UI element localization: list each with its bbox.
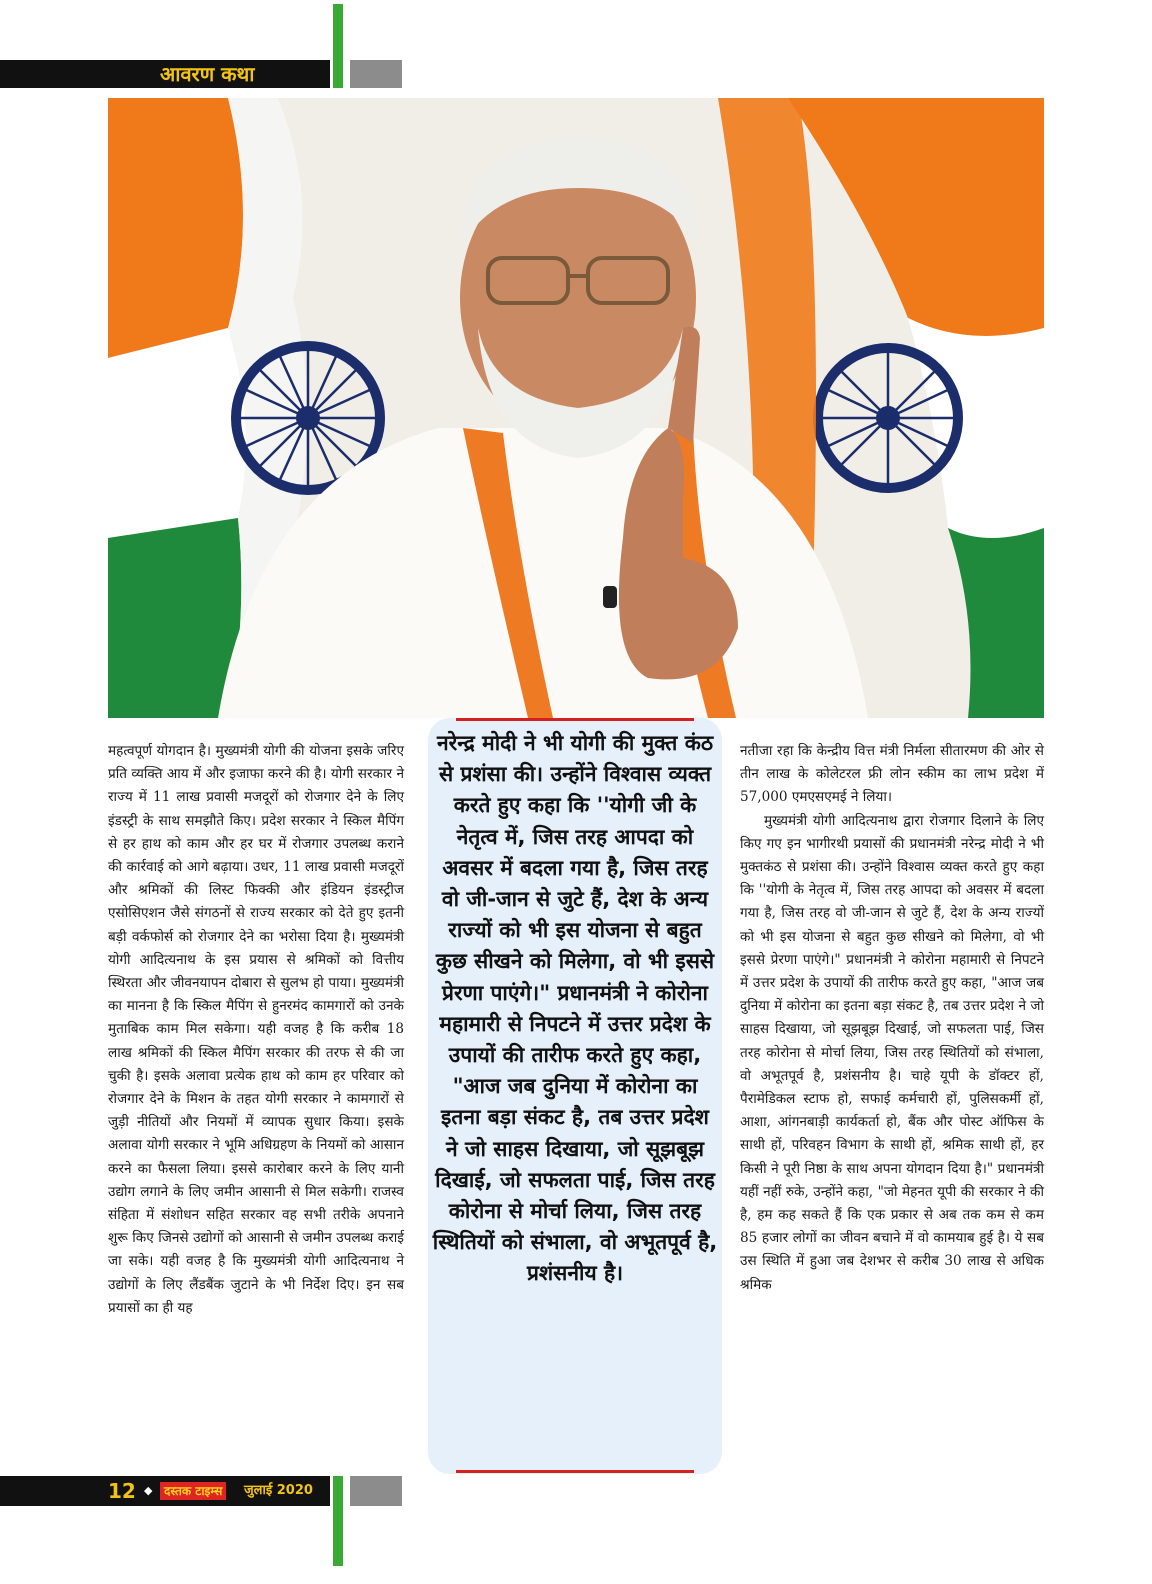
cover-photo [108,98,1044,718]
photo-illustration [108,98,1044,718]
footer-separator: ◆ [144,1484,153,1497]
issue-month: जुलाई 2020 [244,1483,313,1498]
left-column [108,740,404,1320]
section-title: आवरण कथा [160,62,255,86]
pull-quote-bottom-rule [456,1470,694,1473]
footer-green-accent [333,1476,343,1566]
pull-quote-text: नरेन्द्र मोदी ने भी योगी की मुक्त कंठ से प्रशंसा की। उन्होंने विश्वास व्यक्त करते हुए कहा कि ''योगी जी के नेतृत्व में, जिस तरह आपदा को अवसर में बदला गया है, जिस तरह वो जी-जान से जुटे हैं, देश के अन्य राज्यों को भी इस योजना से बहुत कुछ सीखने को मिलेगा, वो भी इससे प्रेरणा पाएंगे।" प्रधानमंत्री ने कोरोना महामारी से निपटने में उत्तर प्रदेश के उपायों की तारीफ करते हुए कहा, "आज जब दुनिया में कोरोना का इतना बड़ा संकट है, तब उत्तर प्रदेश ने जो साहस दिखाया, जो सूझबूझ दिखाई, जो सफलता पाई, जिस तरह कोरोना से मोर्चा लिया, जिस तरह स्थितियों को संभाला, वो अभूतपूर्व है, प्रशंसनीय है। [432,731,718,1286]
footer-gray-block [350,1476,402,1506]
header-gray-block [350,60,402,88]
page-number: 12 [108,1479,136,1503]
header-green-accent [333,4,343,88]
pull-quote-top-rule [456,718,694,721]
right-column [740,740,1044,1297]
left-column-text: महत्वपूर्ण योगदान है। मुख्यमंत्री योगी की योजना इसके जरिए प्रति व्यक्ति आय में और इजाफा करने की है। योगी सरकार ने राज्य में 11 लाख प्रवासी मजदूरों को रोजगार देने के लिए इंडस्ट्री के साथ समझौते किए। प्रदेश सरकार ने स्किल मैपिंग से हर हाथ को काम और हर घर में रोजगार उपलब्ध कराने की कार्रवाई को आगे बढ़ाया। उधर, 11 लाख प्रवासी मजदूरों और श्रमिकों की लिस्ट फिक्की और इंडियन इंडस्ट्रीज एसोसिएशन जैसे संगठनों से राज्य सरकार को देते हुए इतनी बड़ी वर्कफोर्स को रोजगार देने का भरोसा दिया है। मुख्यमंत्री योगी आदित्यनाथ के इस प्रयास से श्रमिकों को वित्तीय स्थिरता और जीवनयापन दोबारा से सुलभ हो पाया। मुख्यमंत्री का मानना है कि स्किल मैपिंग से हुनरमंद कामगारों को उनके मुताबिक काम मिल सकेगा। यही वजह है कि करीब 18 लाख श्रमिकों की स्किल मैपिंग सरकार की तरफ से की जा चुकी है। इसके अलावा प्रत्येक हाथ को काम हर परिवार को रोजगार देने के मिशन के तहत योगी सरकार ने कामगारों से जुड़ी नीतियों और नियमों में व्यापक सुधार किया। इसके अलावा योगी सरकार ने भूमि अधिग्रहण के नियमों को आसान करने का फैसला लिया। इससे कारोबार करने के लिए यानी उद्योग लगाने के लिए जमीन आसानी से मिल सकेगी। राजस्व संहिता में संशोधन सहित सरकार वह सभी तरीके अपनाने शुरू किए जिनसे उद्योगों को आसानी से जमीन उपलब्ध कराई जा सके। यही वजह है कि मुख्यमंत्री योगी आदित्यनाथ ने उद्योगों के लिए लैंडबैंक जुटाने के भी निर्देश दिए। इन सब प्रयासों का ही यह [108,743,404,1316]
magazine-name: दस्तक टाइम्स [160,1482,226,1500]
right-column-paragraph-2: मुख्यमंत्री योगी आदित्यनाथ द्वारा रोजगार दिलाने के लिए किए गए इन भागीरथी प्रयासों की प्रधानमंत्री नरेन्द्र मोदी ने भी मुक्तकंठ से प्रशंसा की। उन्होंने विश्वास व्यक्त करते हुए कहा कि ''योगी के नेतृत्व में, जिस तरह आपदा को अवसर में बदला गया है, जिस तरह वो जी-जान से जुटे हैं, देश के अन्य राज्यों को भी इस योजना से बहुत कुछ सीखने को मिलेगा, वो भी इससे प्रेरणा पाएंगे।" प्रधानमंत्री ने कोरोना महामारी से निपटने में उत्तर प्रदेश के उपायों की तारीफ करते हुए कहा, "आज जब दुनिया में कोरोना का इतना बड़ा संकट है, तब उत्तर प्रदेश ने जो साहस दिखाया, जो सूझबूझ दिखाई, जो सफलता पाई, जिस तरह कोरोना से मोर्चा लिया, जिस तरह स्थितियों को संभाला, वो अभूतपूर्व है, प्रशंसनीय है। चाहे यूपी के डॉक्टर हों, पैरामेडिकल स्टाफ हो, सफाई कर्मचारी हों, पुलिसकर्मी हों, आशा, आंगनबाड़ी कार्यकर्ता हो, बैंक और पोस्ट ऑफिस के साथी हों, परिवहन विभाग के साथी हों, श्रमिक साथी हों, हर किसी ने पूरी निष्ठा के साथ अपना योगदान दिया है।" प्रधानमंत्री यहीं नहीं रुके, उन्होंने कहा, "जो मेहनत यूपी की सरकार ने की है, हम कह सकते हैं कि एक प्रकार से अब तक कम से कम 85 हजार लोगों का जीवन बचाने में वो कामयाब हुई है। ये सब उस स्थिति में हुआ जब देशभर से करीब 30 लाख से अधिक श्रमिक [740,812,1044,1293]
right-column-paragraph-1: नतीजा रहा कि केन्द्रीय वित्त मंत्री निर्मला सीतारमण की ओर से तीन लाख के कोलेटरल फ्री लोन स्कीम का लाभ प्रदेश में 57,000 एमएसएमई ने लिया। [740,743,1044,806]
